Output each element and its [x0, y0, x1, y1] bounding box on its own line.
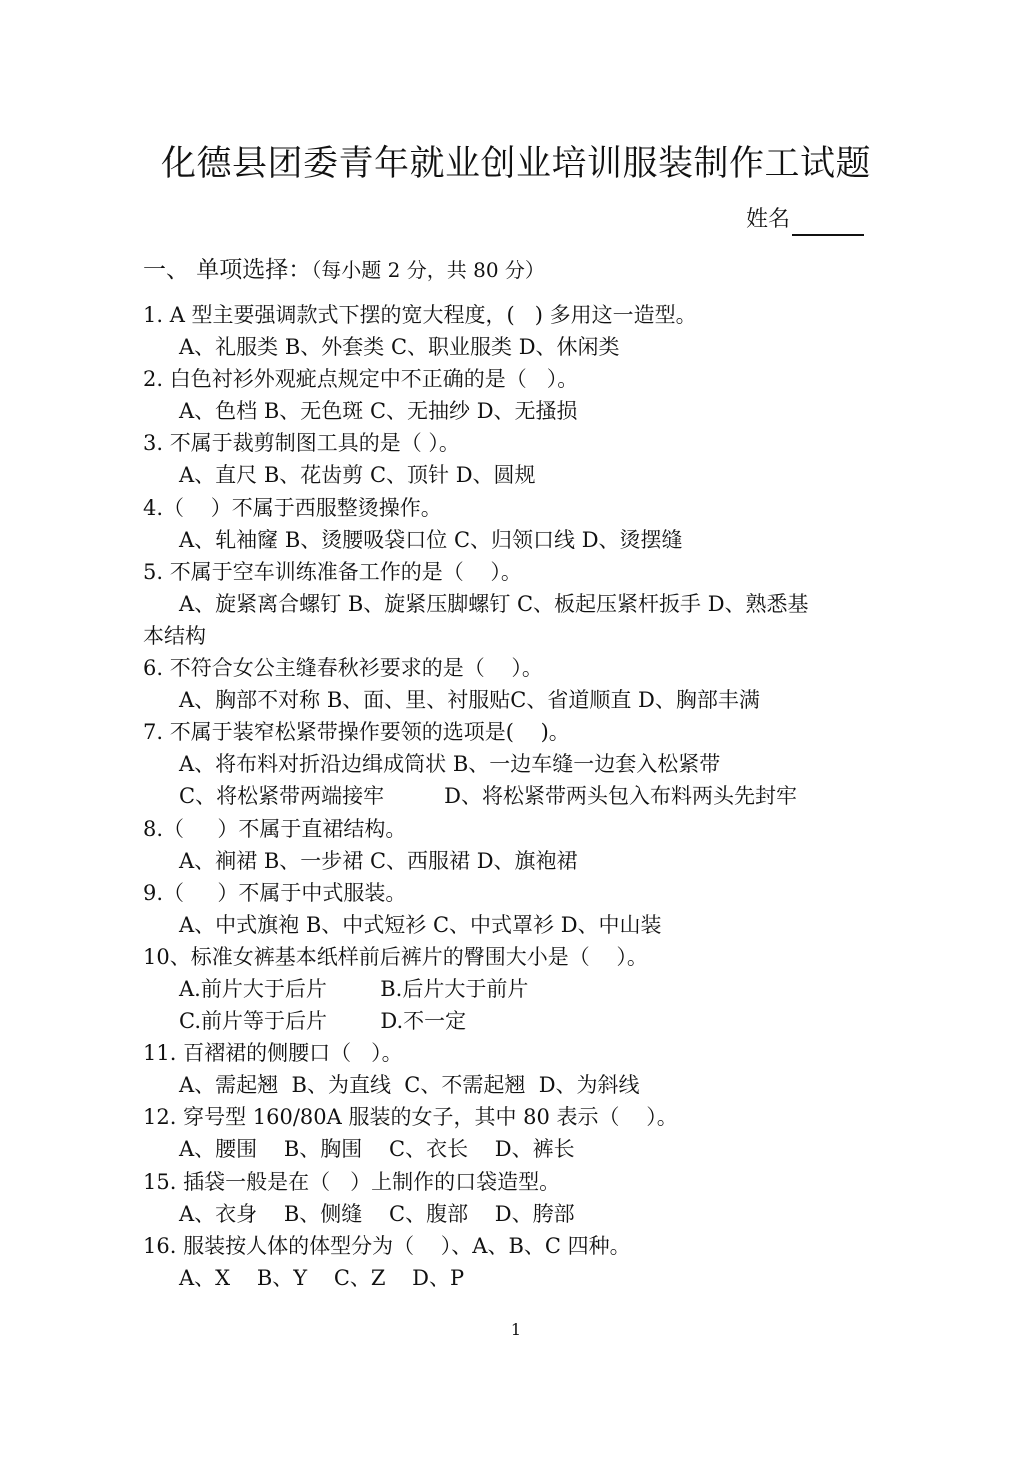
- answer-options: C、将松紧带两端接牢 D、将松紧带两头包入布料两头先封牢: [179, 784, 797, 809]
- question-text: 本结构: [143, 623, 206, 648]
- question-text: 12. 穿号型 160/80A 服装的女子，其中 80 表示（ ）。: [143, 1105, 678, 1130]
- name-blank: [792, 208, 864, 236]
- answer-options: A、腰围 B、胸围 C、衣长 D、裤长: [179, 1137, 575, 1162]
- question-text: 4.（ ）不属于西服整烫操作。: [143, 495, 442, 520]
- section-note: （每小题 2 分，共 80 分）: [311, 258, 545, 282]
- answer-options: A、直尺 B、花齿剪 C、顶针 D、圆规: [179, 463, 536, 488]
- answer-options: A、X B、Y C、Z D、P: [179, 1265, 465, 1290]
- question-text: 10、标准女裤基本纸样前后裤片的臀围大小是（ ）。: [143, 944, 648, 969]
- question-text: 9.（ ）不属于中式服装。: [143, 880, 407, 905]
- answer-options: A、轧袖窿 B、烫腰吸袋口位 C、归领口线 D、烫摆缝: [179, 527, 683, 552]
- question-text: 11. 百褶裙的侧腰口（ ）。: [143, 1041, 403, 1066]
- section-heading: [143, 252, 545, 288]
- answer-options: A、裥裙 B、一步裙 C、西服裙 D、旗袍裙: [179, 848, 578, 873]
- question-text: 8.（ ）不属于直裙结构。: [143, 816, 407, 841]
- question-text: 6. 不符合女公主缝春秋衫要求的是（ ）。: [143, 656, 543, 681]
- answer-options: C.前片等于后片 D.不一定: [179, 1009, 467, 1034]
- section-title: 一、 单项选择：: [143, 257, 312, 283]
- name-field: [746, 204, 864, 236]
- question-text: 5. 不属于空车训练准备工作的是（ ）。: [143, 559, 522, 584]
- answer-options: A、色档 B、无色斑 C、无抽纱 D、无搔损: [179, 399, 578, 424]
- page-title: 化德县团委青年就业创业培训服装制作工试题: [160, 144, 871, 184]
- question-text: 16. 服装按人体的体型分为（ ）、A、B、C 四种。: [143, 1233, 631, 1258]
- page-number: 1: [510, 1320, 522, 1339]
- answer-options: A、衣身 B、侧缝 C、腹部 D、胯部: [179, 1201, 575, 1226]
- answer-options: A、胸部不对称 B、面、里、衬服贴C、省道顺直 D、胸部丰满: [179, 688, 760, 713]
- answer-options: A、需起翘 B、为直线 C、不需起翘 D、为斜线: [179, 1073, 640, 1098]
- answer-options: A、将布料对折沿边缉成筒状 B、一边车缝一边套入松紧带: [179, 752, 721, 777]
- question-text: 2. 白色衬衫外观疵点规定中不正确的是（ ）。: [143, 367, 579, 392]
- answer-options: A、礼服类 B、外套类 C、职业服类 D、休闲类: [179, 335, 620, 360]
- answer-options: A、旋紧离合螺钉 B、旋紧压脚螺钉 C、板起压紧杆扳手 D、熟悉基: [179, 591, 809, 616]
- question-list: [143, 299, 903, 1294]
- answer-options: A.前片大于后片 B.后片大于前片: [179, 976, 529, 1001]
- question-text: 1. A 型主要强调款式下摆的宽大程度，( ) 多用这一造型。: [143, 303, 697, 327]
- question-text: 15. 插袋一般是在（ ）上制作的口袋造型。: [143, 1169, 561, 1194]
- name-label: 姓名: [746, 207, 791, 232]
- question-text: 3. 不属于裁剪制图工具的是（ ）。: [143, 431, 460, 456]
- question-text: 7. 不属于装窄松紧带操作要领的选项是( )。: [143, 720, 570, 745]
- answer-options: A、中式旗袍 B、中式短衫 C、中式罩衫 D、中山装: [179, 912, 662, 937]
